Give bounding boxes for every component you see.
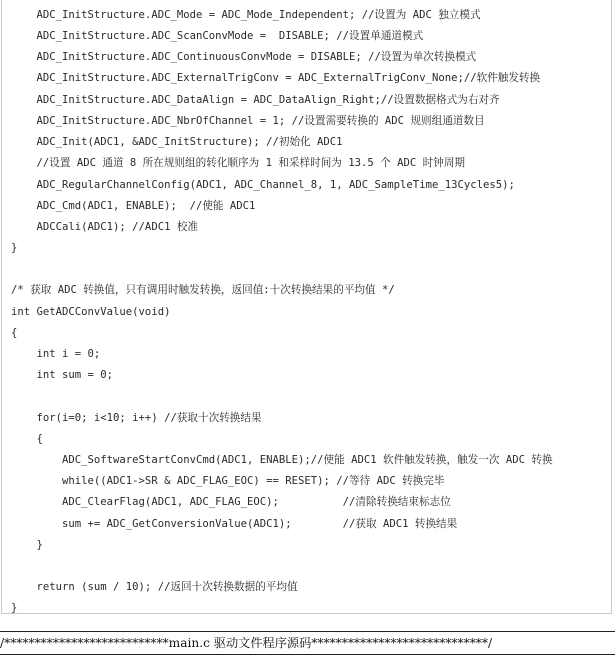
code-line: sum += ADC_GetConversionValue(ADC1); //获取 ADC1 转换结果 [11,518,458,530]
code-line: for(i=0; i<10; i++) //获取十次转换结果 [11,412,262,424]
code-line: ADC_SoftwareStartConvCmd(ADC1, ENABLE);//使能 ADC1 软件触发转换，触发一次 ADC 转换 [11,454,553,466]
code-line: return (sum / 10); //返回十次转换数据的平均值 [11,581,298,593]
code-line: ADC_InitStructure.ADC_ScanConvMode = DISABLE; //设置单通道模式 [11,30,424,42]
code-line: ADC_InitStructure.ADC_ExternalTrigConv = ADC_ExternalTrigConv_None;//软件触发转换 [11,72,541,84]
code-line: /* 获取 ADC 转换值，只有调用时触发转换，返回值:十次转换结果的平均值 */ [11,284,395,296]
code-line: ADCCali(ADC1); //ADC1 校准 [11,221,199,233]
code-line: int i = 0; [11,348,101,360]
code-line: { [11,433,43,445]
code-line: ADC_InitStructure.ADC_Mode = ADC_Mode_Independent; //设置为 ADC 独立模式 [11,9,481,21]
code-line: int GetADCConvValue(void) [11,306,171,318]
code-line: ADC_RegularChannelConfig(ADC1, ADC_Channel_8, 1, ADC_SampleTime_13Cycles5); [11,179,515,191]
code-line: ADC_Cmd(ADC1, ENABLE); //使能 ADC1 [11,200,256,212]
code-listing [1,0,612,614]
code-line: while((ADC1->SR & ADC_FLAG_EOC) == RESET); //等待 ADC 转换完毕 [11,475,445,487]
code-line: { [11,327,18,339]
code-line: int sum = 0; [11,369,114,381]
code-line: } [11,602,18,614]
code-line: } [11,539,43,551]
code-line: ADC_InitStructure.ADC_ContinuousConvMode = DISABLE; //设置为单次转换模式 [11,51,477,63]
code-line: ADC_InitStructure.ADC_DataAlign = ADC_DataAlign_Right;//设置数据格式为右对齐 [11,94,500,106]
section-title-banner: /***************************main.c 驱动文件程序源码*****************************/ [0,631,615,655]
code-line: } [11,242,18,254]
code-line: ADC_ClearFlag(ADC1, ADC_FLAG_EOC); //清除转换结束标志位 [11,496,451,508]
code-line: ADC_InitStructure.ADC_NbrOfChannel = 1; //设置需要转换的 ADC 规则组通道数目 [11,115,485,127]
code-line: ADC_Init(ADC1, &ADC_InitStructure); //初始化 ADC1 [11,136,343,148]
code-line: //设置 ADC 通道 8 所在规则组的转化顺序为 1 和采样时间为 13.5 个 ADC 时钟周期 [11,157,466,169]
